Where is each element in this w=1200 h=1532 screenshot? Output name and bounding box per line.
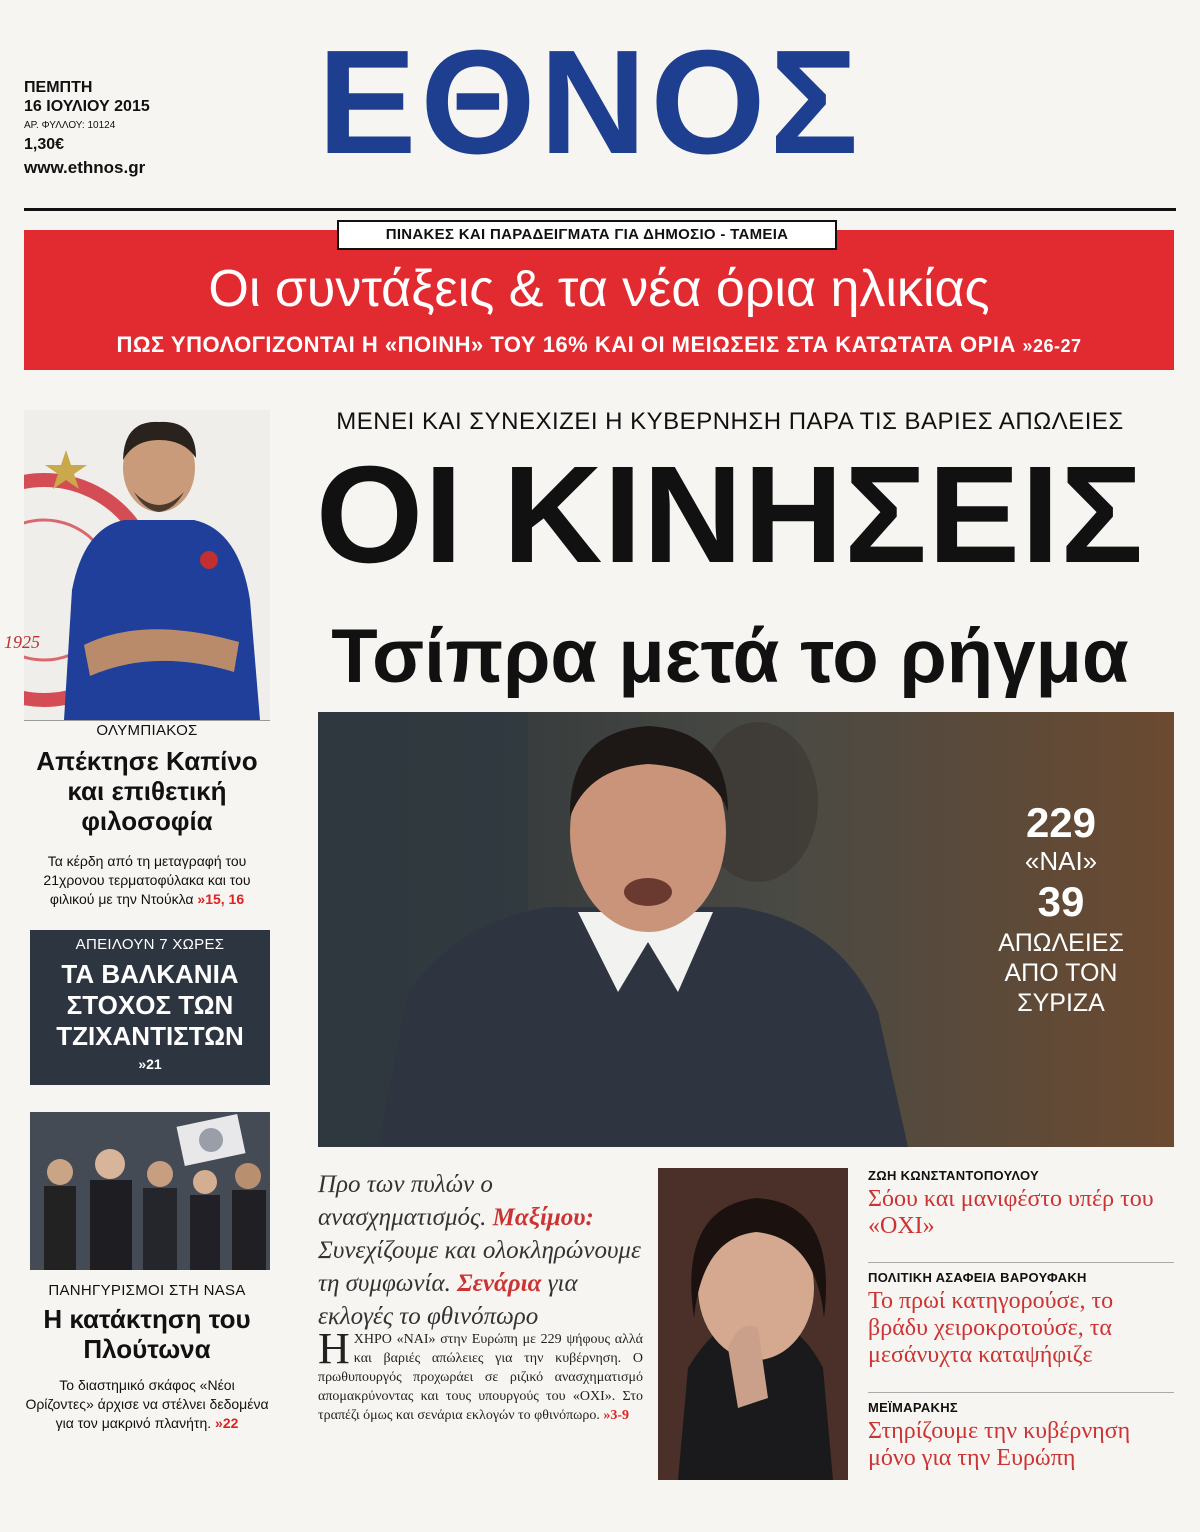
side-item-headline-3[interactable]: Στηρίζουμε την κυβέρνηση μόνο για την Ευρώπη — [868, 1418, 1131, 1471]
main-story-lead — [318, 1168, 643, 1333]
tsipras-parliament-photo — [318, 712, 1174, 1147]
nasa-kicker: ΠΑΝΗΓΥΡΙΣΜΟΙ ΣΤΗ NASA — [48, 1282, 246, 1299]
side-item-headline-2[interactable]: Το πρωί κατηγορούσε, το βράδυ χειροκροτούσε, τα μεσάνυχτα καταψήφιζε — [868, 1288, 1114, 1368]
yes-vote-label: «ΝΑΙ» — [1024, 846, 1098, 876]
issue-day: ΠΕΜΠΤΗ — [24, 79, 93, 96]
side-item-headline-1[interactable]: Σόου και μανιφέστο υπέρ του «ΟΧΙ» — [868, 1186, 1154, 1239]
olympiakos-pages[interactable]: »15, 16 — [197, 891, 245, 907]
olympiakos-kicker: ΟΛΥΜΠΙΑΚΟΣ — [96, 722, 198, 739]
website-link[interactable]: www.ethnos.gr — [24, 158, 146, 177]
lead-part-c: Συνεχίζουμε και ολοκληρώνουμε τη συμφωνία. — [318, 1237, 641, 1297]
balkans-box[interactable] — [30, 930, 270, 1085]
yes-vote-count: 229 — [1025, 799, 1097, 846]
nasa-pages[interactable]: »22 — [215, 1415, 239, 1431]
balkans-pages[interactable]: »21 — [138, 1056, 162, 1072]
pension-banner-subline-text: ΠΩΣ ΥΠΟΛΟΓΙΖΟΝΤΑΙ Η «ΠΟΙΝΗ» ΤΟΥ 16% ΚΑΙ ΟΙ ΜΕΙΩΣΕΙΣ ΣΤΑ ΚΑΤΩΤΑΤΑ ΟΡΙΑ — [116, 332, 1016, 357]
nasa-summary — [24, 1376, 270, 1433]
lead-part-e: για εκλογές το φθινόπωρο — [318, 1270, 578, 1330]
side-item-kicker-2: ΠΟΛΙΤΙΚΗ ΑΣΑΦΕΙΑ ΒΑΡΟΥΦΑΚΗ — [868, 1270, 1087, 1285]
nasa-celebration-photo — [30, 1112, 270, 1270]
loss-count: 39 — [1037, 878, 1085, 925]
player-illustration — [24, 410, 270, 720]
left-divider — [24, 720, 270, 721]
vote-stats — [976, 800, 1146, 1018]
lead-maximou: Μαξίμου: — [492, 1204, 594, 1231]
olympiakos-summary — [24, 852, 270, 909]
pension-banner-pages[interactable]: »26-27 — [1022, 336, 1082, 356]
side-item-kicker-3: ΜΕΪΜΑΡΑΚΗΣ — [868, 1400, 959, 1415]
olympiakos-body: Τα κέρδη από τη μεταγραφή του 21χρονου τερματοφύλακα και του φιλικού με την Ντούκλα — [43, 853, 251, 907]
masthead-meta — [24, 78, 150, 177]
main-story-subhead[interactable]: Τσίπρα μετά το ρήγμα — [331, 614, 1129, 699]
lead-part-a: Προ των πυλών ο ανασχηματισμός. — [318, 1171, 493, 1231]
newspaper-title: ΕΘΝΟΣ — [317, 20, 863, 185]
main-body-text: ΧΗΡΟ «ΝΑΙ» στην Ευρώπη με 229 ψήφους αλλά και βαριές απώλειες για την κυβέρνηση. Ο πρωθυπουργός προχωράει σε ριζικό ανασχηματισμό απομακρύνοντας και τους υπουργούς του «ΟΧΙ». Στο τραπέζι όμως και σενάρια εκλογών το φθινόπωρο. — [318, 1332, 643, 1423]
masthead-divider — [24, 208, 1176, 211]
main-story-headline[interactable]: ΟΙ ΚΙΝΗΣΕΙΣ — [315, 438, 1145, 592]
olympiakos-headline[interactable]: Απέκτησε Καπίνο και επιθετική φιλοσοφία — [36, 746, 258, 836]
main-story-body — [318, 1324, 643, 1425]
pension-banner-kicker: ΠΙΝΑΚΕΣ ΚΑΙ ΠΑΡΑΔΕΙΓΜΑΤΑ ΓΙΑ ΔΗΜΟΣΙΟ - ΤΑΜΕΙΑ — [337, 220, 837, 250]
nasa-body: Το διαστημικό σκάφος «Νέοι Ορίζοντες» άρχισε να στέλνει δεδομένα για τον μακρινό πλανήτη. — [25, 1377, 269, 1431]
crest-year: 1925 — [4, 632, 40, 652]
main-story-pages[interactable]: »3-9 — [603, 1408, 630, 1423]
side-divider-2 — [868, 1392, 1174, 1393]
side-item-kicker-1: ΖΩΗ ΚΩΝΣΤΑΝΤΟΠΟΥΛΟΥ — [868, 1168, 1040, 1183]
pension-banner-headline[interactable]: Οι συντάξεις & τα νέα όρια ηλικίας — [208, 260, 990, 318]
loss-label: ΑΠΩΛΕΙΕΣ ΑΠΟ ΤΟΝ ΣΥΡΙΖΑ — [998, 929, 1124, 1017]
konstantopoulou-illustration — [658, 1168, 848, 1480]
nasa-crowd-illustration — [30, 1112, 270, 1270]
player-shirt — [64, 520, 260, 720]
dropcap: Η — [318, 1324, 350, 1373]
speaker-mouth — [624, 878, 672, 906]
balkans-kicker: ΑΠΕΙΛΟΥΝ 7 ΧΩΡΕΣ — [75, 936, 225, 953]
nasa-headline[interactable]: Η κατάκτηση του Πλούτωνα — [43, 1304, 251, 1364]
main-story-kicker: ΜΕΝΕΙ ΚΑΙ ΣΥΝΕΧΙΖΕΙ Η ΚΥΒΕΡΝΗΣΗ ΠΑΡΑ ΤΙΣ ΒΑΡΙΕΣ ΑΠΩΛΕΙΕΣ — [336, 408, 1124, 435]
olympiakos-player-photo — [24, 410, 270, 720]
pension-banner-subline — [24, 332, 1174, 358]
issue-price: 1,30€ — [24, 136, 65, 153]
lead-scenarios: Σενάρια — [457, 1270, 542, 1297]
issue-date: 16 ΙΟΥΛΙΟΥ 2015 — [24, 98, 150, 115]
balkans-headline[interactable]: ΤΑ ΒΑΛΚΑΝΙΑ ΣΤΟΧΟΣ ΤΩΝ ΤΖΙΧΑΝΤΙΣΤΩΝ — [56, 959, 244, 1051]
side-divider-1 — [868, 1262, 1174, 1263]
olympiakos-badge-icon — [200, 551, 218, 569]
issue-number: ΑΡ. ΦΥΛΛΟΥ: 10124 — [24, 120, 116, 131]
konstantopoulou-photo — [658, 1168, 848, 1480]
